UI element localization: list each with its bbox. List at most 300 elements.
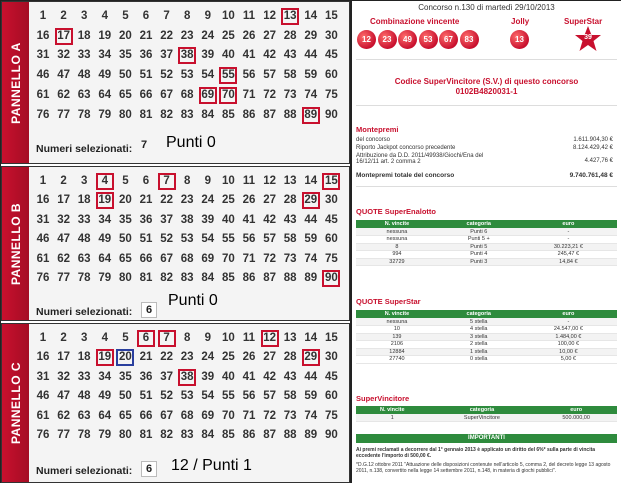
number-cell[interactable]: 15: [324, 332, 338, 344]
montepremi-value: 1.611.904,30 €: [573, 137, 613, 143]
number-cell[interactable]: 86: [242, 429, 256, 441]
number-cell[interactable]: 79: [98, 429, 112, 441]
number-cell[interactable]: 37: [160, 49, 173, 62]
number-cell[interactable]: 27: [263, 194, 276, 207]
number-cell[interactable]: 80: [118, 429, 132, 441]
number-cell[interactable]: 52: [160, 69, 173, 82]
number-cell[interactable]: 2: [60, 10, 67, 22]
number-cell[interactable]: 13: [283, 175, 297, 187]
number-cell[interactable]: 4: [96, 173, 114, 190]
number-cell[interactable]: 34: [98, 213, 112, 226]
number-cell[interactable]: 25: [221, 194, 235, 207]
number-cell[interactable]: 29: [302, 192, 320, 209]
number-cell[interactable]: 79: [98, 108, 112, 121]
number-cell[interactable]: 28: [283, 351, 297, 364]
number-cell[interactable]: 87: [263, 272, 276, 284]
number-cell[interactable]: 85: [221, 272, 235, 284]
number-cell[interactable]: 75: [324, 88, 338, 101]
number-cell[interactable]: 16: [36, 351, 50, 364]
number-cell[interactable]: 58: [283, 390, 297, 403]
number-cell[interactable]: 50: [118, 69, 132, 82]
number-cell[interactable]: 24: [201, 194, 215, 207]
number-cell[interactable]: 67: [160, 88, 173, 101]
number-cell[interactable]: 17: [57, 194, 70, 207]
number-cell[interactable]: 81: [139, 429, 153, 441]
number-cell[interactable]: 5: [122, 10, 129, 22]
number-cell[interactable]: 43: [283, 49, 297, 62]
number-cell[interactable]: 9: [204, 332, 211, 344]
draw-header: Concorso n.130 di martedì 29/10/2013: [418, 3, 555, 12]
number-cell[interactable]: 10: [221, 175, 235, 187]
number-cell[interactable]: 87: [263, 108, 276, 121]
number-cell[interactable]: 66: [139, 88, 153, 101]
montepremi-row: [356, 145, 617, 151]
number-cell[interactable]: 64: [98, 88, 112, 101]
montepremi-label: del concorso: [356, 137, 391, 143]
table-cell: 27740: [356, 356, 438, 364]
number-cell[interactable]: 71: [242, 88, 256, 101]
number-cell[interactable]: 53: [180, 390, 194, 403]
number-cell[interactable]: 29: [304, 29, 318, 42]
number-cell[interactable]: 39: [201, 370, 215, 383]
number-cell[interactable]: 80: [118, 108, 132, 121]
number-cell[interactable]: 75: [324, 252, 338, 265]
number-cell[interactable]: 53: [180, 233, 194, 246]
table-cell: -: [520, 236, 617, 244]
number-cell[interactable]: 33: [77, 213, 91, 226]
number-cell[interactable]: 47: [57, 390, 70, 403]
number-cell[interactable]: 51: [139, 69, 153, 82]
number-cell[interactable]: 77: [57, 108, 70, 121]
number-cell[interactable]: 22: [160, 194, 173, 207]
number-cell[interactable]: 23: [180, 194, 194, 207]
number-cell[interactable]: 68: [180, 409, 194, 422]
panel-result: Punti 0: [166, 134, 216, 151]
number-cell[interactable]: 11: [242, 10, 256, 22]
number-cell[interactable]: 58: [283, 233, 297, 246]
number-cell[interactable]: 83: [180, 108, 194, 121]
number-cell[interactable]: 7: [158, 173, 176, 190]
number-cell[interactable]: 75: [324, 409, 338, 422]
number-cell[interactable]: 79: [98, 272, 112, 284]
number-cell[interactable]: 60: [324, 233, 338, 246]
number-cell[interactable]: 65: [118, 409, 132, 422]
number-cell[interactable]: 52: [160, 233, 173, 246]
panel-side-label: [2, 2, 29, 163]
number-cell[interactable]: 71: [242, 252, 256, 265]
number-cell[interactable]: 13: [281, 8, 299, 25]
number-cell[interactable]: 14: [304, 175, 318, 187]
number-cell[interactable]: 44: [304, 370, 318, 383]
number-cell[interactable]: 22: [160, 29, 173, 42]
number-cell[interactable]: 28: [283, 194, 297, 207]
panel-title: PANNELLO B: [8, 202, 23, 285]
number-cell[interactable]: 6: [142, 10, 150, 22]
number-cell[interactable]: 23: [180, 351, 194, 364]
number-cell[interactable]: 83: [180, 429, 194, 441]
number-cell[interactable]: 42: [263, 49, 276, 62]
number-cell[interactable]: 24: [201, 351, 215, 364]
table-cell: 12884: [356, 348, 438, 356]
quote-superstar-table: [356, 310, 617, 364]
superstar-label: SuperStar: [564, 17, 603, 26]
number-cell[interactable]: 84: [201, 108, 215, 121]
number-cell[interactable]: 89: [304, 429, 318, 441]
number-cell[interactable]: 59: [304, 390, 318, 403]
number-cell[interactable]: 8: [183, 175, 191, 187]
number-cell[interactable]: 76: [36, 429, 50, 441]
number-cell[interactable]: 46: [36, 390, 50, 403]
number-cell[interactable]: 7: [163, 10, 170, 22]
number-cell[interactable]: 9: [204, 175, 211, 187]
number-cell[interactable]: 11: [242, 332, 256, 344]
number-cell[interactable]: 54: [201, 69, 215, 82]
number-cell[interactable]: 41: [242, 370, 256, 383]
number-cell[interactable]: 72: [263, 409, 276, 422]
number-cell[interactable]: 83: [180, 272, 194, 284]
number-cell[interactable]: 90: [324, 108, 338, 121]
number-cell[interactable]: 31: [36, 49, 50, 62]
number-cell[interactable]: 90: [324, 429, 338, 441]
number-cell[interactable]: 54: [201, 390, 215, 403]
number-cell[interactable]: 45: [324, 213, 338, 226]
number-cell[interactable]: 11: [242, 175, 256, 187]
number-cell[interactable]: 57: [263, 233, 276, 246]
number-cell[interactable]: 70: [221, 252, 235, 265]
number-cell[interactable]: 57: [263, 390, 276, 403]
number-cell[interactable]: 29: [302, 349, 320, 366]
number-cell[interactable]: 54: [201, 233, 215, 246]
number-cell[interactable]: 17: [55, 28, 73, 45]
number-cell[interactable]: 38: [180, 213, 194, 226]
number-cell[interactable]: 38: [178, 47, 196, 64]
number-cell[interactable]: 61: [36, 252, 50, 265]
number-cell[interactable]: 77: [57, 429, 70, 441]
number-cell[interactable]: 39: [201, 49, 215, 62]
number-cell[interactable]: 58: [283, 69, 297, 82]
number-cell[interactable]: 8: [183, 332, 191, 344]
table-cell: -: [520, 318, 617, 326]
number-cell[interactable]: 17: [57, 351, 70, 364]
number-cell[interactable]: 36: [139, 370, 153, 383]
number-cell[interactable]: 5: [122, 175, 129, 187]
number-cell[interactable]: 89: [302, 107, 320, 124]
number-cell[interactable]: 67: [160, 252, 173, 265]
number-cell[interactable]: 14: [304, 332, 318, 344]
number-cell[interactable]: 71: [242, 409, 256, 422]
number-cell[interactable]: 46: [36, 233, 50, 246]
number-cell[interactable]: 30: [324, 194, 338, 207]
number-cell[interactable]: 28: [283, 29, 297, 42]
number-cell[interactable]: 61: [36, 88, 50, 101]
number-cell[interactable]: 59: [304, 69, 318, 82]
number-cell[interactable]: 49: [98, 233, 112, 246]
number-cell[interactable]: 51: [139, 233, 153, 246]
number-cell[interactable]: 27: [263, 29, 276, 42]
number-cell[interactable]: 18: [77, 29, 91, 42]
number-cell[interactable]: 84: [201, 272, 215, 284]
number-cell[interactable]: 40: [221, 213, 235, 226]
table-header-row: [356, 406, 617, 414]
number-cell[interactable]: 66: [139, 252, 153, 265]
number-cell[interactable]: 20: [118, 29, 132, 42]
number-cell[interactable]: 12: [263, 175, 276, 187]
number-cell[interactable]: 2: [60, 175, 67, 187]
number-cell[interactable]: 26: [242, 194, 256, 207]
number-cell[interactable]: 73: [283, 252, 297, 265]
number-cell[interactable]: 50: [118, 390, 132, 403]
number-cell[interactable]: 48: [77, 390, 91, 403]
number-cell[interactable]: 35: [118, 213, 132, 226]
number-cell[interactable]: 65: [118, 88, 132, 101]
number-cell[interactable]: 10: [221, 332, 235, 344]
number-cell[interactable]: 25: [221, 29, 235, 42]
number-cell[interactable]: 88: [283, 429, 297, 441]
number-cell[interactable]: 24: [201, 29, 215, 42]
number-cell[interactable]: 72: [263, 88, 276, 101]
number-cell[interactable]: 31: [36, 370, 50, 383]
number-cell[interactable]: 23: [180, 29, 194, 42]
number-cell[interactable]: 49: [98, 390, 112, 403]
number-cell[interactable]: 69: [201, 252, 215, 265]
table-row: [356, 236, 617, 244]
number-cell[interactable]: 70: [219, 87, 237, 104]
number-cell[interactable]: 2: [60, 332, 67, 344]
number-cell[interactable]: 69: [201, 409, 215, 422]
number-cell[interactable]: 89: [304, 272, 318, 284]
selected-count: 6: [141, 461, 157, 477]
number-cell[interactable]: 6: [142, 175, 150, 187]
number-cell[interactable]: 1: [39, 10, 47, 22]
number-cell[interactable]: 56: [242, 233, 256, 246]
number-cell[interactable]: 34: [98, 49, 112, 62]
number-cell[interactable]: 50: [118, 233, 132, 246]
montepremi-row: [356, 137, 617, 143]
number-cell[interactable]: 62: [57, 252, 70, 265]
number-cell[interactable]: 16: [36, 29, 50, 42]
number-cell[interactable]: 85: [221, 429, 235, 441]
number-cell[interactable]: 59: [304, 233, 318, 246]
number-cell[interactable]: 13: [283, 332, 297, 344]
number-cell[interactable]: 55: [221, 390, 235, 403]
number-cell[interactable]: 34: [98, 370, 112, 383]
number-cell[interactable]: 44: [304, 49, 318, 62]
number-cell[interactable]: 86: [242, 108, 256, 121]
number-cell[interactable]: 87: [263, 429, 276, 441]
number-cell[interactable]: 39: [201, 213, 215, 226]
number-cell[interactable]: 49: [98, 69, 112, 82]
number-cell[interactable]: 40: [221, 370, 235, 383]
number-cell[interactable]: 4: [101, 332, 108, 344]
combinazione-label: Combinazione vincente: [370, 17, 460, 26]
number-cell[interactable]: 16: [36, 194, 50, 207]
number-cell[interactable]: 63: [77, 88, 91, 101]
table-cell: 2106: [356, 341, 438, 349]
table-cell: 14,84 €: [520, 258, 617, 266]
number-cell[interactable]: 42: [263, 213, 276, 226]
number-cell[interactable]: 72: [263, 252, 276, 265]
number-cell[interactable]: 6: [137, 330, 155, 347]
number-cell[interactable]: 48: [77, 69, 91, 82]
number-cell[interactable]: 60: [324, 390, 338, 403]
number-cell[interactable]: 78: [77, 429, 91, 441]
number-cell[interactable]: 38: [178, 369, 196, 386]
number-cell[interactable]: 15: [324, 10, 338, 22]
number-cell[interactable]: 18: [77, 351, 91, 364]
number-cell[interactable]: 32: [57, 370, 70, 383]
number-cell[interactable]: 81: [139, 272, 153, 284]
panel-title: PANNELLO A: [8, 41, 23, 124]
number-cell[interactable]: 12: [261, 330, 279, 347]
column-header: euro: [535, 406, 617, 414]
number-cell[interactable]: 88: [283, 272, 297, 284]
number-cell[interactable]: 26: [242, 351, 256, 364]
number-cell[interactable]: 36: [139, 213, 153, 226]
number-cell[interactable]: 56: [242, 390, 256, 403]
number-cell[interactable]: 74: [304, 409, 318, 422]
number-cell[interactable]: 90: [322, 270, 340, 287]
number-cell[interactable]: 82: [160, 429, 173, 441]
number-cell[interactable]: 20: [118, 194, 132, 207]
number-cell[interactable]: 74: [304, 252, 318, 265]
number-cell[interactable]: 47: [57, 69, 70, 82]
number-cell[interactable]: 14: [304, 10, 318, 22]
number-cell[interactable]: 43: [283, 213, 297, 226]
number-cell[interactable]: 86: [242, 272, 256, 284]
number-cell[interactable]: 80: [118, 272, 132, 284]
table-row: [356, 243, 617, 251]
number-cell[interactable]: 37: [160, 370, 173, 383]
number-cell[interactable]: 8: [183, 10, 191, 22]
number-cell[interactable]: 45: [324, 370, 338, 383]
number-cell[interactable]: 84: [201, 429, 215, 441]
number-cell[interactable]: 73: [283, 88, 297, 101]
number-cell[interactable]: 51: [139, 390, 153, 403]
number-cell[interactable]: 31: [36, 213, 50, 226]
number-cell[interactable]: 21: [139, 351, 153, 364]
number-cell[interactable]: 74: [304, 88, 318, 101]
number-cell[interactable]: 21: [139, 29, 153, 42]
number-cell[interactable]: 9: [204, 10, 211, 22]
number-cell[interactable]: 32: [57, 213, 70, 226]
number-cell[interactable]: 30: [324, 351, 338, 364]
number-cell[interactable]: 45: [324, 49, 338, 62]
number-cell[interactable]: 70: [221, 409, 235, 422]
winning-number-ball: 53: [419, 30, 438, 49]
table-cell: 0 stella: [438, 356, 520, 364]
number-cell[interactable]: 67: [160, 409, 173, 422]
number-cell[interactable]: 52: [160, 390, 173, 403]
number-cell[interactable]: 19: [96, 192, 114, 209]
number-cell[interactable]: 68: [180, 252, 194, 265]
number-cell[interactable]: 57: [263, 69, 276, 82]
number-cell[interactable]: 3: [80, 175, 88, 187]
number-cell[interactable]: 43: [283, 370, 297, 383]
number-cell[interactable]: 27: [263, 351, 276, 364]
number-cell[interactable]: 88: [283, 108, 297, 121]
number-cell[interactable]: 78: [77, 108, 91, 121]
number-cell[interactable]: 82: [160, 108, 173, 121]
number-cell[interactable]: 5: [122, 332, 129, 344]
number-cell[interactable]: 60: [324, 69, 338, 82]
number-cell[interactable]: 56: [242, 69, 256, 82]
number-cell[interactable]: 41: [242, 213, 256, 226]
number-cell[interactable]: 10: [221, 10, 235, 22]
number-cell[interactable]: 37: [160, 213, 173, 226]
number-cell[interactable]: 82: [160, 272, 173, 284]
number-cell[interactable]: 7: [158, 330, 176, 347]
number-cell[interactable]: 65: [118, 252, 132, 265]
number-cell[interactable]: 20: [116, 349, 134, 366]
number-cell[interactable]: 22: [160, 351, 173, 364]
number-cell[interactable]: 53: [180, 69, 194, 82]
number-cell[interactable]: 4: [101, 10, 108, 22]
number-cell[interactable]: 26: [242, 29, 256, 42]
number-cell[interactable]: 19: [96, 349, 114, 366]
number-cell[interactable]: 19: [98, 29, 112, 42]
number-cell[interactable]: 15: [322, 173, 340, 190]
table-row: [356, 318, 617, 326]
number-cell[interactable]: 68: [180, 88, 194, 101]
number-cell[interactable]: 48: [77, 233, 91, 246]
number-cell[interactable]: 77: [57, 272, 70, 284]
number-cell[interactable]: 55: [221, 233, 235, 246]
number-cell[interactable]: 35: [118, 370, 132, 383]
number-cell[interactable]: 76: [36, 108, 50, 121]
table-cell: Punti 5 +: [438, 236, 520, 244]
number-cell[interactable]: 69: [199, 87, 217, 104]
number-cell[interactable]: 62: [57, 88, 70, 101]
number-cell[interactable]: 73: [283, 409, 297, 422]
number-cell[interactable]: 85: [221, 108, 235, 121]
number-cell[interactable]: 25: [221, 351, 235, 364]
number-cell[interactable]: 46: [36, 69, 50, 82]
number-cell[interactable]: 42: [263, 370, 276, 383]
number-cell[interactable]: 3: [80, 10, 88, 22]
number-cell[interactable]: 64: [98, 409, 112, 422]
number-cell[interactable]: 36: [139, 49, 153, 62]
number-cell[interactable]: 76: [36, 272, 50, 284]
number-cell[interactable]: 55: [219, 67, 237, 84]
number-cell[interactable]: 78: [77, 272, 91, 284]
number-cell[interactable]: 44: [304, 213, 318, 226]
number-cell[interactable]: 66: [139, 409, 153, 422]
number-cell[interactable]: 64: [98, 252, 112, 265]
number-cell[interactable]: 81: [139, 108, 153, 121]
number-cell[interactable]: 40: [221, 49, 235, 62]
table-cell: 1 stella: [438, 348, 520, 356]
number-cell[interactable]: 1: [39, 332, 47, 344]
number-cell[interactable]: 1: [39, 175, 47, 187]
number-cell[interactable]: 33: [77, 370, 91, 383]
table-cell: Punti 5: [438, 243, 520, 251]
number-cell[interactable]: 61: [36, 409, 50, 422]
number-cell[interactable]: 21: [139, 194, 153, 207]
number-cell[interactable]: 41: [242, 49, 256, 62]
number-cell[interactable]: 35: [118, 49, 132, 62]
number-cell[interactable]: 18: [77, 194, 91, 207]
number-cell[interactable]: 47: [57, 233, 70, 246]
number-cell[interactable]: 12: [263, 10, 276, 22]
number-cell[interactable]: 33: [77, 49, 91, 62]
montepremi-total-value: 9.740.761,48 €: [569, 172, 613, 179]
number-cell[interactable]: 3: [80, 332, 88, 344]
number-cell[interactable]: 62: [57, 409, 70, 422]
number-cell[interactable]: 63: [77, 409, 91, 422]
number-cell[interactable]: 32: [57, 49, 70, 62]
number-cell[interactable]: 63: [77, 252, 91, 265]
number-cell[interactable]: 30: [324, 29, 338, 42]
